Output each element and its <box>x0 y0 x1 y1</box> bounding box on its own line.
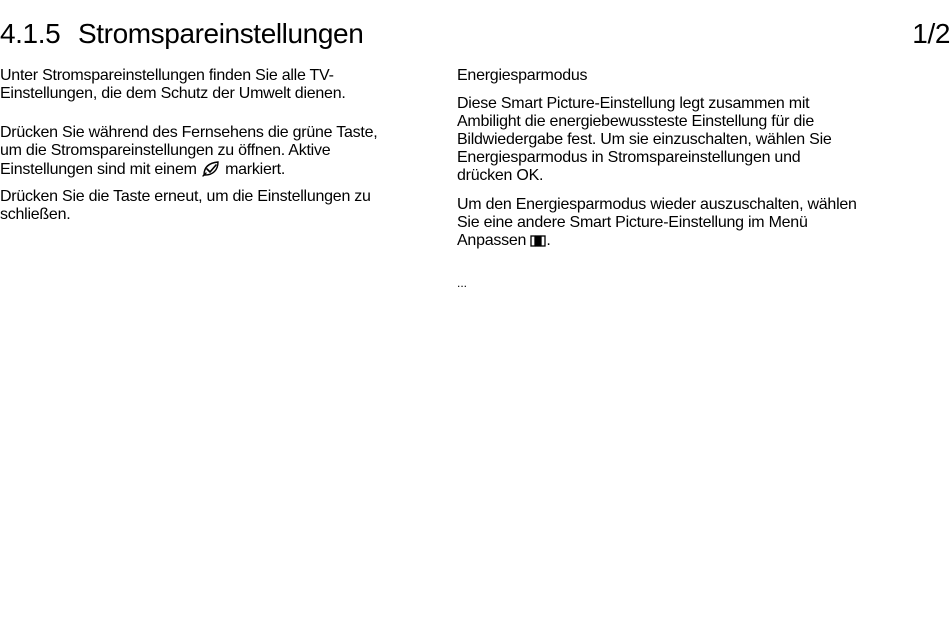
text-line: Unter Stromspareinstellungen finden Sie alle TV- <box>0 67 334 84</box>
energy-mode-paragraph <box>457 95 947 185</box>
disable-energy-mode-paragraph <box>457 196 947 250</box>
text-line: Ambilight die energiebewussteste Einstellung für die <box>457 113 814 130</box>
text-line: Energiesparmodus in Stromspareinstellungen und <box>457 149 801 166</box>
text-line <box>457 232 947 250</box>
text-line: um die Stromspareinstellungen zu öffnen. Aktive <box>0 142 331 159</box>
continuation-marker: ... <box>457 276 468 290</box>
text-line: Drücken Sie während des Fernsehens die grüne Taste, <box>0 124 378 141</box>
page-header <box>0 16 950 52</box>
text-segment: Anpassen <box>457 232 527 249</box>
text-line: Diese Smart Picture-Einstellung legt zusammen mit <box>457 95 810 112</box>
text-line: schließen. <box>0 206 71 223</box>
text-line: Einstellungen, die dem Schutz der Umwelt dienen. <box>0 85 346 102</box>
section-heading: Energiesparmodus <box>457 67 588 84</box>
right-column <box>457 67 947 292</box>
left-column <box>0 67 440 224</box>
text-segment: . <box>546 232 551 249</box>
open-settings-paragraph <box>0 124 440 178</box>
text-line: Bildwiedergabe fest. Um sie einzuschalten, wählen Sie <box>457 131 832 148</box>
text-line: Drücken Sie die Taste erneut, um die Einstellungen zu <box>0 188 371 205</box>
page-title: Stromspareinstellungen <box>78 18 364 49</box>
adjust-key-icon <box>530 234 546 253</box>
page-indicator: 1/2 <box>912 18 950 49</box>
text-segment: markiert. <box>225 161 286 178</box>
section-number: 4.1.5 <box>0 18 61 49</box>
close-settings-paragraph <box>0 188 440 224</box>
text-segment: Einstellungen sind mit einem <box>0 161 197 178</box>
text-line: Sie eine andere Smart Picture-Einstellung im Menü <box>457 214 808 231</box>
intro-paragraph <box>0 67 440 103</box>
text-line <box>0 160 440 178</box>
text-line: Um den Energiesparmodus wieder auszuschalten, wählen <box>457 196 857 213</box>
eco-leaf-check-icon <box>201 160 221 182</box>
text-line: drücken OK. <box>457 167 544 184</box>
